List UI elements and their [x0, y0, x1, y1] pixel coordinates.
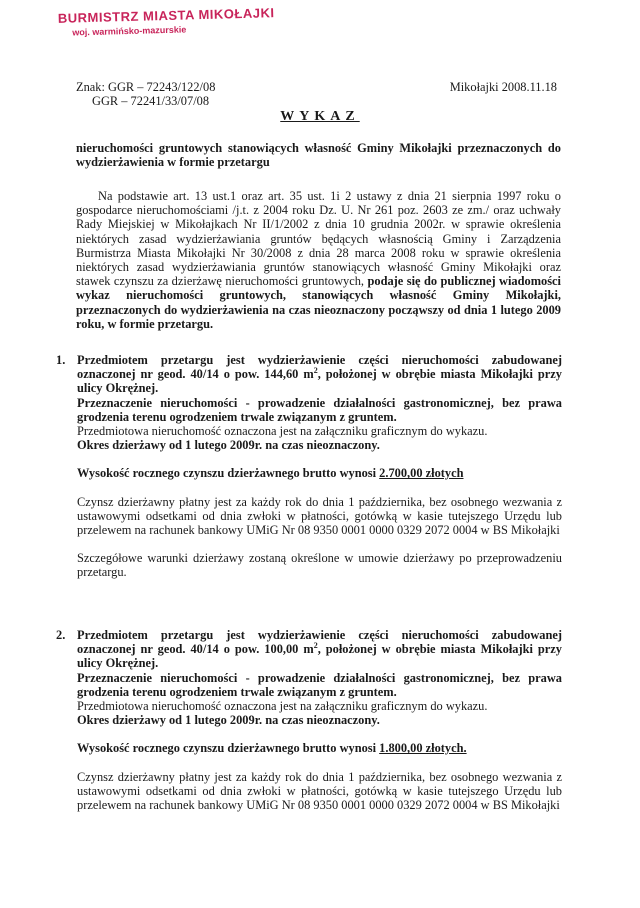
item-2-rent-amount: 1.800,00 złotych. — [379, 741, 467, 756]
item-2-subject: Przedmiotem przetargu jest wydzierżawienie części nieruchomości zabudowanej oznaczonej nr geod. 40/14 o pow. 100,00 $m^2$, położonej w obrębie miasta Mikołajki przy ulicy Okrężnej. — [77, 628, 562, 671]
document-title: WYKAZ — [280, 109, 360, 124]
item-1-period: Okres dzierżawy od 1 lutego 2009r. na czas nieoznaczony. — [77, 438, 380, 453]
document-subtitle: nieruchomości gruntowych stanowiących własność Gminy Mikołajki przeznaczonych do wydzierżawienia w formie przetargu — [76, 141, 561, 170]
reference-number-1: Znak: GGR – 72243/122/08 — [76, 80, 216, 94]
item-2-rent: Wysokość rocznego czynszu dzierżawnego brutto wynosi 1.800,00 złotych. — [77, 741, 467, 756]
place-and-date: Mikołajki 2008.11.18 — [449, 80, 557, 94]
item-2-attachment: Przedmiotowa nieruchomość oznaczona jest na załączniku graficznym do wykazu. — [77, 699, 488, 714]
intro-announcement: podaje się do publicznej wiadomości wykaz nieruchomości gruntowych, stanowiących własność Gminy Mikołajki, przeznaczonych do wydzierżawienia na czas nieoznaczony począwszy od dnia 1 lutego 2009 roku, w formie przetargu. — [76, 274, 561, 331]
item-1-subject: Przedmiotem przetargu jest wydzierżawienie części nieruchomości zabudowanej oznaczonej nr geod. 40/14 o pow. 144,60 $m^2$, położonej w obrębie miasta Mikołajki przy ulicy Okrężnej. — [77, 353, 562, 396]
item-1-attachment: Przedmiotowa nieruchomość oznaczona jest na załączniku graficznym do wykazu. — [77, 424, 488, 439]
official-stamp — [58, 5, 275, 38]
item-2-number: 2. — [56, 628, 66, 642]
item-2-period: Okres dzierżawy od 1 lutego 2009r. na czas nieoznaczony. — [77, 713, 380, 728]
item-1 — [77, 353, 562, 580]
stamp-line-2: woj. warmińsko-mazurskie — [72, 24, 187, 38]
item-1-payment: Czynsz dzierżawny płatny jest za każdy rok do dnia 1 października, bez osobnego wezwania z ustawowymi odsetkami od dnia zwłoki w płatności, gotówką w kasie tutejszego Urzędu lub przelewem na rachunek bankowy UMiG Nr 08 9350 0001 0000 0329 2072 0004 w BS Mikołajki — [77, 494, 562, 538]
item-2 — [77, 628, 562, 812]
item-1-conditions: Szczegółowe warunki dzierżawy zostaną określone w umowie dzierżawy po przeprowadzeniu przetargu. — [77, 551, 562, 580]
item-2-purpose: Przeznaczenie nieruchomości - prowadzenie działalności gastronomicznej, bez prawa grodzenia terenu ogrodzeniem trwale związanym z gruntem. — [77, 670, 562, 699]
item-1-number: 1. — [56, 353, 66, 367]
item-1-purpose: Przeznaczenie nieruchomości - prowadzenie działalności gastronomicznej, bez prawa grodzenia terenu ogrodzeniem trwale związanym z gruntem. — [77, 395, 562, 424]
stamp-line-1: BURMISTRZ MIASTA MIKOŁAJKI — [57, 5, 275, 26]
item-1-rent-amount: 2.700,00 złotych — [379, 466, 464, 481]
item-2-payment: Czynsz dzierżawny płatny jest za każdy rok do dnia 1 października, bez osobnego wezwania z ustawowymi odsetkami od dnia zwłoki w płatności, gotówką w kasie tutejszego Urzędu lub przelewem na rachunek bankowy UMiG Nr 08 9350 0001 0000 0329 2072 0004 w BS Mikołajki — [77, 769, 562, 813]
intro-legal-basis: Na podstawie art. 13 ust.1 oraz art. 35 ust. 1i 2 ustawy z dnia 21 sierpnia 1997 roku o gospodarce nieruchomościami /j.t. z 2004 roku Dz. U. Nr 261 poz. 2603 ze zm./ oraz uchwały Rady Miejskiej w Mikołajkach Nr II/1/2002 z dnia 10 grudnia 2002r. w sprawie określenia niektórych zasad wydzierżawiania gruntów będących własnością Gminy i Zarządzenia Burmistrza Miasta Mikołajki Nr 30/2008 z dnia 28 marca 2008 roku w sprawie określenia niektórych zasad wydzierżawiania gruntów stanowiących własność Gminy Mikołajki oraz stawek czynszu za dzierżawę nieruchomości gruntowych, — [76, 189, 561, 289]
item-1-rent: Wysokość rocznego czynszu dzierżawnego brutto wynosi 2.700,00 złotych — [77, 466, 464, 481]
intro-paragraph — [76, 189, 561, 331]
reference-number-2: GGR – 72241/33/07/08 — [92, 94, 210, 108]
